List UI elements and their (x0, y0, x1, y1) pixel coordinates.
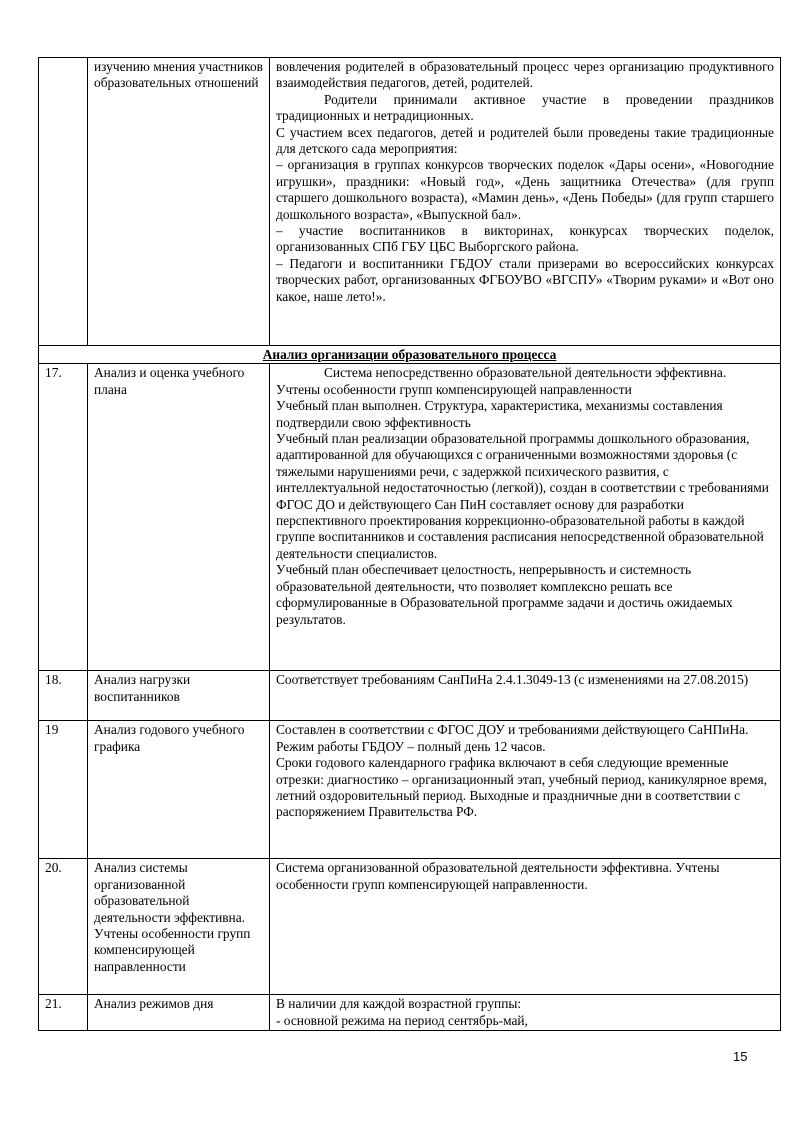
row-criterion (88, 58, 270, 346)
content-paragraph: Учтены особенности групп компенсирующей направленности (276, 381, 632, 397)
table-row (39, 995, 781, 1031)
content-paragraph: вовлечения родителей в образовательный процесс через организацию продуктивного взаимодействия педагогов, детей, родителей. (276, 59, 774, 91)
section-header-row (39, 346, 781, 364)
table-row (39, 364, 781, 671)
criterion-text: Анализ и оценка учебного плана (94, 365, 245, 397)
table-row (39, 671, 781, 721)
content-paragraph: Составлен в соответствии с ФГОС ДОУ и требованиями действующего СаНПиНа. Режим работы ГБДОУ – полный день 12 часов. (276, 722, 749, 754)
criterion-text: Анализ режимов дня (94, 996, 214, 1012)
table-row (39, 58, 781, 346)
page-number: 15 (733, 1049, 748, 1064)
row-number: 20. (39, 859, 88, 995)
content-paragraph: Учебный план выполнен. Структура, характеристика, механизмы составления подтвердили свою эффективность (276, 398, 723, 430)
content-paragraph: Родители принимали активное участие в проведении праздников традиционных и нетрадиционных. (276, 91, 774, 124)
content-paragraph: В наличии для каждой возрастной группы: (276, 996, 522, 1012)
criterion-text: Анализ годового учебного графика (94, 722, 245, 754)
row-content (270, 859, 781, 995)
row-number: 18. (39, 671, 88, 721)
content-paragraph: Учебный план реализации образовательной программы дошкольного образования, адаптированной для обучающихся с ограниченными возможностями здоровья (с тяжелыми нарушениями речи, с задержкой психического развития, с интеллектуальной недостаточностью (легкой)), создан в соответствии с требованиями ФГОС ДО и действующего Сан ПиН составляет основу для разработки перспективного проектирования коррекционно-образовательной работы в каждой группе воспитанников и составления расписания непосредственной образовательной деятельности специалистов. (276, 431, 769, 561)
analysis-table (38, 57, 781, 1031)
row-content (270, 671, 781, 721)
row-criterion (88, 364, 270, 671)
content-paragraph: Сроки годового календарного графика включают в себя следующие временные отрезки: диагностико – организационный этап, учебный период, каникулярное время, летний оздоровительный период. Выходные и праздничные дни в соответствии с распоряжением Правительства РФ. (276, 755, 767, 820)
content-paragraph: Система организованной образовательной деятельности эффективна. Учтены особенности групп компенсирующей направленности. (276, 860, 720, 892)
row-criterion (88, 671, 270, 721)
content-paragraph: – участие воспитанников в викторинах, конкурсах творческих поделок, организованных СПб ГБУ ЦБС Выборгского района. (276, 223, 774, 255)
content-paragraph: С участием всех педагогов, детей и родителей были проведены такие традиционные для детского сада мероприятия: (276, 124, 774, 157)
row-content (270, 721, 781, 859)
row-content (270, 995, 781, 1031)
row-criterion (88, 859, 270, 995)
section-title: Анализ организации образовательного процесса (39, 346, 781, 364)
content-paragraph: - основной режима на период сентябрь-май, (276, 1012, 528, 1028)
criterion-text: Анализ нагрузки воспитанников (94, 672, 191, 704)
table-row (39, 721, 781, 859)
row-number: 19 (39, 721, 88, 859)
row-number: 17. (39, 364, 88, 671)
row-content (270, 364, 781, 671)
content-paragraph: Соответствует требованиям СанПиНа 2.4.1.3049-13 (с изменениями на 27.08.2015) (276, 672, 749, 688)
criterion-text: изучению мнения участников образовательных отношений (94, 59, 263, 91)
row-criterion (88, 721, 270, 859)
content-paragraph: Учебный план обеспечивает целостность, непрерывность и системность образовательной деятельности, что позволяет комплексно решать все сформулированные в Образовательной программе задачи и достичь ожидаемых результатов. (276, 562, 733, 627)
criterion-text: Анализ системы организованной образовательной деятельности эффективна. Учтены особенности групп компенсирующей направленности (94, 860, 251, 974)
row-content (270, 58, 781, 346)
content-paragraph: – организация в группах конкурсов творческих поделок «Дары осени», «Новогодние игрушки», праздники: «Новый год», «День защитника Отечества» (для групп старшего дошкольного возраста), «Мамин день», «День Победы» (для групп старшего дошкольного возраста», «Выпускной бал». (276, 157, 774, 222)
row-number: 21. (39, 995, 88, 1031)
content-paragraph: – Педагоги и воспитанники ГБДОУ стали призерами во всероссийских конкурсах творческих работ, организованных ФГБОУВО «ВГСПУ» «Творим руками» и «Вот оно какое, наше лето!». (276, 255, 774, 304)
content-paragraph: Система непосредственно образовательной деятельности эффективна. (324, 365, 727, 381)
row-criterion (88, 995, 270, 1031)
table-row (39, 859, 781, 995)
row-number (39, 58, 88, 346)
